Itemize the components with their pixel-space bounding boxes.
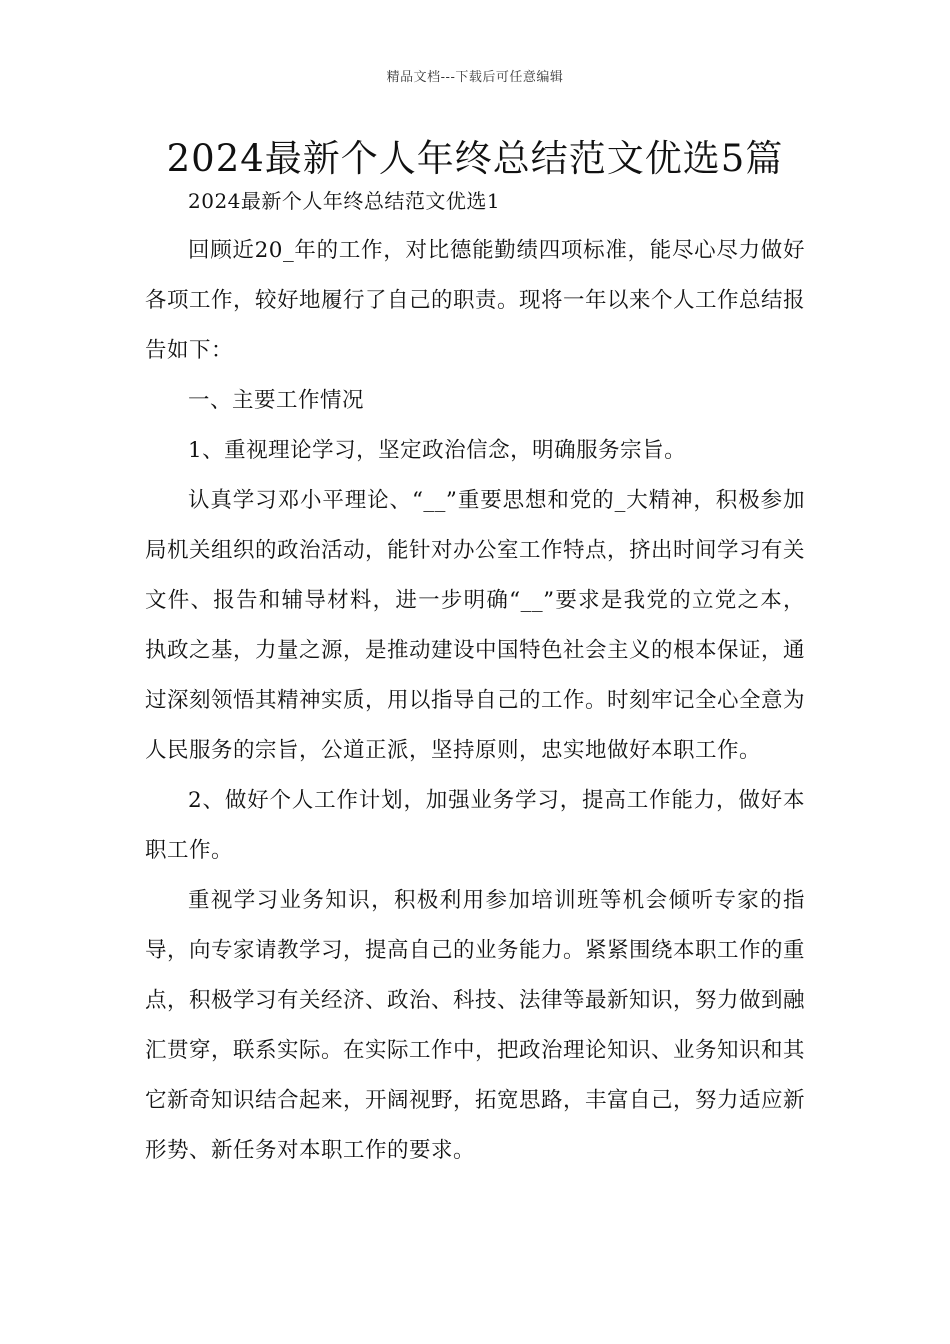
page-header-note: 精品文档---下载后可任意编辑 <box>386 70 564 85</box>
intro-paragraph: 回顾近20_年的工作，对比德能勤绩四项标准，能尽心尽力做好各项工作，较好地履行了自己的职责。现将一年以来个人工作总结报告如下： <box>145 238 806 363</box>
item-heading-1: 1、重视理论学习，坚定政治信念，明确服务宗旨。 <box>188 438 687 463</box>
item-paragraph-1: 认真学习邓小平理论、“__”重要思想和党的_大精神，积极参加局机关组织的政治活动，能针对办公室工作特点，挤出时间学习有关文件、报告和辅导材料，进一步明确“__”要求是我党的立党之本，执政之基，力量之源，是推动建设中国特色社会主义的根本保证，通过深刻领悟其精神实质，用以指导自己的工作。时刻牢记全心全意为人民服务的宗旨，公道正派，坚持原则，忠实地做好本职工作。 <box>145 488 806 763</box>
item-heading-2: 2、做好个人工作计划，加强业务学习，提高工作能力，做好本职工作。 <box>145 788 805 863</box>
section-heading: 一、主要工作情况 <box>188 388 365 413</box>
document-body <box>145 182 805 1176</box>
document-title: 2024最新个人年终总结范文优选5篇 <box>166 137 784 180</box>
section-subtitle: 2024最新个人年终总结范文优选1 <box>188 189 501 213</box>
item-paragraph-2: 重视学习业务知识，积极利用参加培训班等机会倾听专家的指导，向专家请教学习，提高自己的业务能力。紧紧围绕本职工作的重点，积极学习有关经济、政治、科技、法律等最新知识，努力做到融汇贯穿，联系实际。在实际工作中，把政治理论知识、业务知识和其它新奇知识结合起来，开阔视野，拓宽思路，丰富自己，努力适应新形势、新任务对本职工作的要求。 <box>145 888 806 1163</box>
